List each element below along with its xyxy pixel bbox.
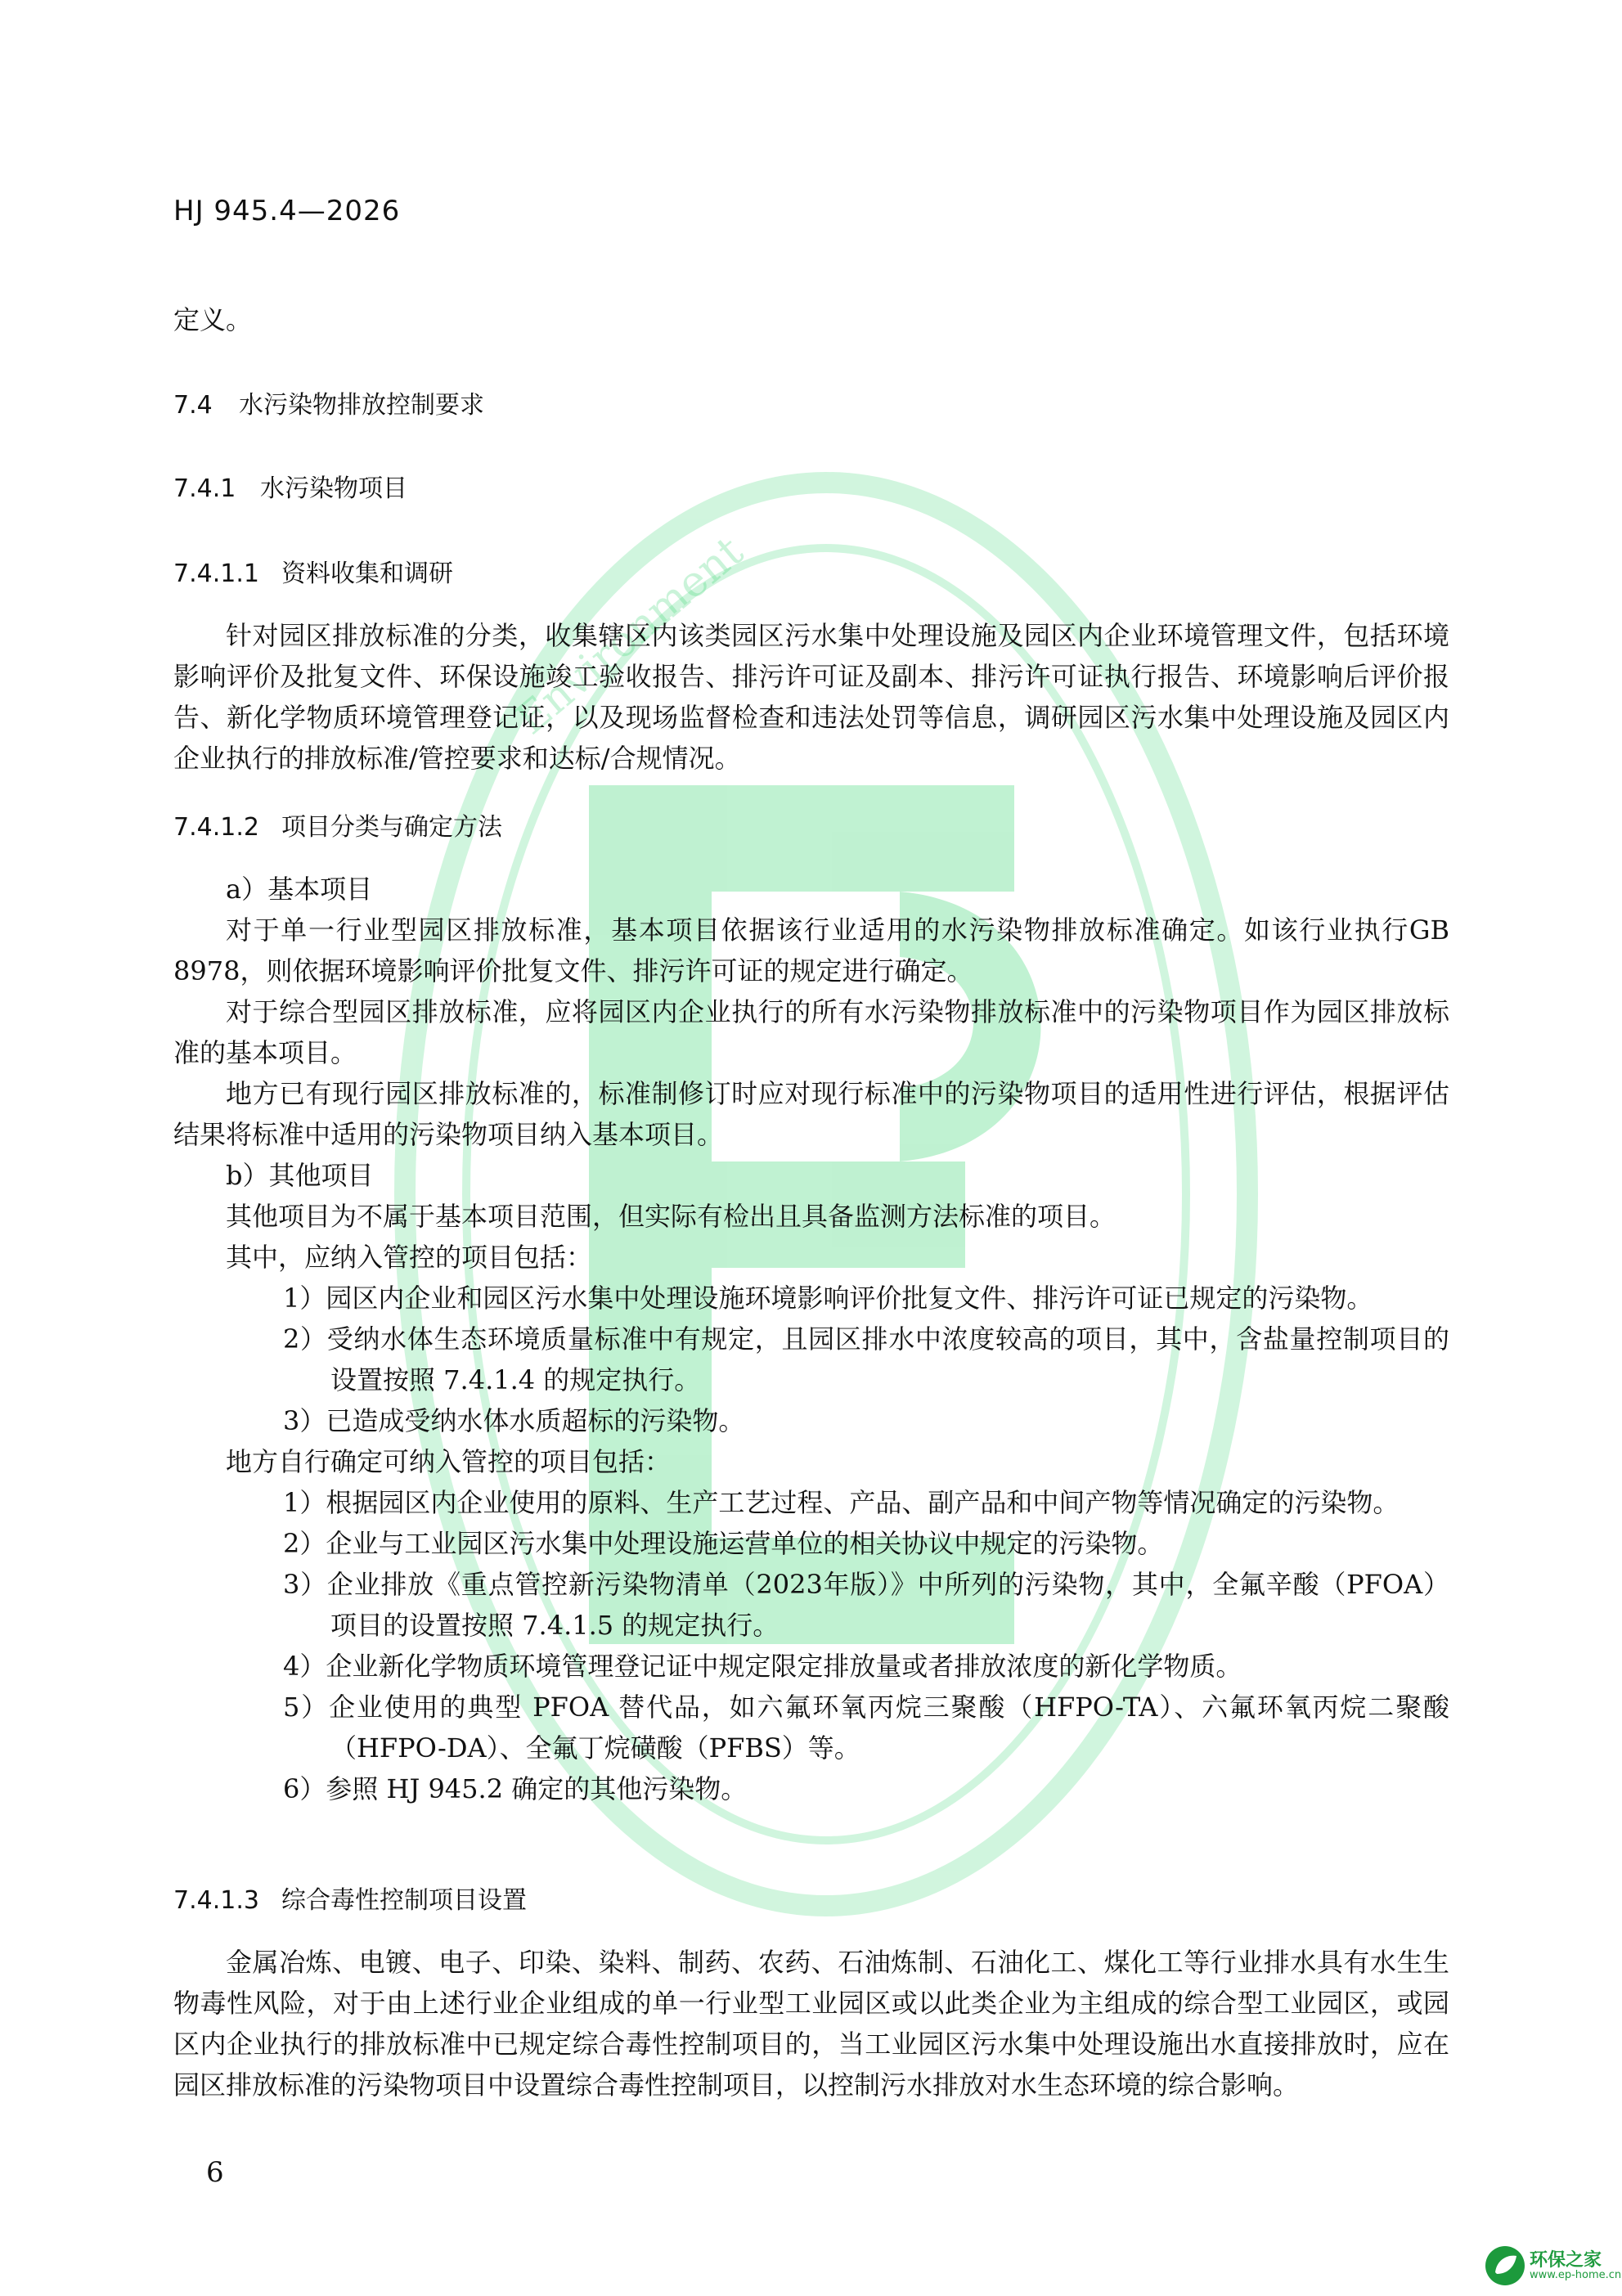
list-item-text: 5）企业使用的典型 PFOA 替代品，如六氟环氧丙烷三聚酸（HFPO-TA）、六氟环氧丙烷二聚酸（HFPO-DA）、全氟丁烷磺酸（PFBS）等。 xyxy=(283,1692,1449,1764)
section-number: 7.4.1.2 xyxy=(173,813,259,842)
section-number: 7.4.1.3 xyxy=(173,1886,259,1915)
leaf-logo-icon xyxy=(1484,2244,1526,2287)
subsection-label-basic-items: a）基本项目 xyxy=(226,874,373,905)
section-heading-7-4-1 xyxy=(173,468,407,504)
list-item xyxy=(283,1687,1449,1768)
paragraph-basic-existing-standard: 地方已有现行园区排放标准的，标准制修订时应对现行标准中的污染物项目的适用性进行评估，根据评估结果将标准中适用的污染物项目纳入基本项目。 xyxy=(173,1078,1449,1150)
list-item: 1）根据园区内企业使用的原料、生产工艺过程、产品、副产品和中间产物等情况确定的污染物。 xyxy=(283,1487,1400,1518)
paragraph-basic-comprehensive: 对于综合型园区排放标准，应将园区内企业执行的所有水污染物排放标准中的污染物项目作为园区排放标准的基本项目。 xyxy=(173,996,1449,1068)
section-heading-7-4-1-1 xyxy=(173,553,453,589)
list-item: 1）园区内企业和园区污水集中处理设施环境影响评价批复文件、排污许可证已规定的污染物。 xyxy=(283,1283,1373,1314)
section-title: 水污染物项目 xyxy=(260,474,407,503)
section-title: 资料收集和调研 xyxy=(281,559,453,588)
list-item: 2）企业与工业园区污水集中处理设施运营单位的相关协议中规定的污染物。 xyxy=(283,1528,1164,1559)
logo-text: 环保之家 xyxy=(1530,2250,1602,2271)
section-number: 7.4.1.1 xyxy=(173,559,259,588)
svg-text:Environment: Environment xyxy=(506,527,753,744)
paragraph-basic-single-industry: 对于单一行业型园区排放标准，基本项目依据该行业适用的水污染物排放标准确定。如该行业执行GB 8978，则依据环境影响评价批复文件、排污许可证的规定进行确定。 xyxy=(173,914,1449,986)
section-number: 7.4.1 xyxy=(173,474,236,503)
list-item xyxy=(283,1319,1449,1400)
paragraph-must-control-intro: 其中，应纳入管控的项目包括： xyxy=(226,1242,593,1273)
page-number: 6 xyxy=(206,2156,224,2189)
paragraph-data-collection: 针对园区排放标准的分类，收集辖区内该类园区污水集中处理设施及园区内企业环境管理文件，包括环境影响评价及批复文件、环保设施竣工验收报告、排污许可证及副本、排污许可证执行报告、环境影响后评价报告、新化学物质环境管理登记证，以及现场监督检查和违法处罚等信息，调研园区污水集中处理设施及园区内企业执行的排放标准/管控要求和达标/合规情况。 xyxy=(173,620,1449,774)
logo-url: www.ep-home.cn xyxy=(1530,2269,1622,2281)
list-item: 3）已造成受纳水体水质超标的污染物。 xyxy=(283,1405,745,1436)
subsection-label-other-items: b）其他项目 xyxy=(226,1160,374,1191)
list-item: 4）企业新化学物质环境管理登记证中规定限定排放量或者排放浓度的新化学物质。 xyxy=(283,1651,1242,1682)
list-item: 6）参照 HJ 945.2 确定的其他污染物。 xyxy=(283,1773,748,1804)
section-heading-7-4-1-2 xyxy=(173,807,502,842)
section-title: 水污染物排放控制要求 xyxy=(239,391,484,420)
section-heading-7-4 xyxy=(173,384,484,420)
section-heading-7-4-1-3 xyxy=(173,1880,527,1916)
list-item-text: 3）企业排放《重点管控新污染物清单（2023年版）》中所列的污染物，其中，全氟辛酸（PFOA）项目的设置按照 7.4.1.5 的规定执行。 xyxy=(283,1569,1449,1641)
paragraph-toxicity-control: 金属冶炼、电镀、电子、印染、染料、制药、农药、石油炼制、石油化工、煤化工等行业排水具有水生生物毒性风险，对于由上述行业企业组成的单一行业型工业园区或以此类企业为主组成的综合型工业园区，或园区内企业执行的排放标准中已规定综合毒性控制项目的，当工业园区污水集中处理设施出水直接排放时，应在园区排放标准的污染物项目中设置综合毒性控制项目，以控制污水排放对水生态环境的综合影响。 xyxy=(173,1947,1449,2101)
list-item-text: 2）受纳水体生态环境质量标准中有规定，且园区排水中浓度较高的项目，其中，含盐量控制项目的设置按照 7.4.1.4 的规定执行。 xyxy=(283,1323,1449,1395)
site-logo xyxy=(1480,2241,1620,2290)
list-item xyxy=(283,1564,1449,1646)
section-title: 项目分类与确定方法 xyxy=(281,813,502,842)
paragraph-other-definition: 其他项目为不属于基本项目范围，但实际有检出且具备监测方法标准的项目。 xyxy=(226,1201,1117,1232)
paragraph-may-control-intro: 地方自行确定可纳入管控的项目包括： xyxy=(226,1446,672,1477)
section-title: 综合毒性控制项目设置 xyxy=(281,1886,527,1915)
standard-number-header: HJ 945.4—2026 xyxy=(173,195,401,227)
section-number: 7.4 xyxy=(173,391,213,420)
continued-text: 定义。 xyxy=(173,304,253,335)
